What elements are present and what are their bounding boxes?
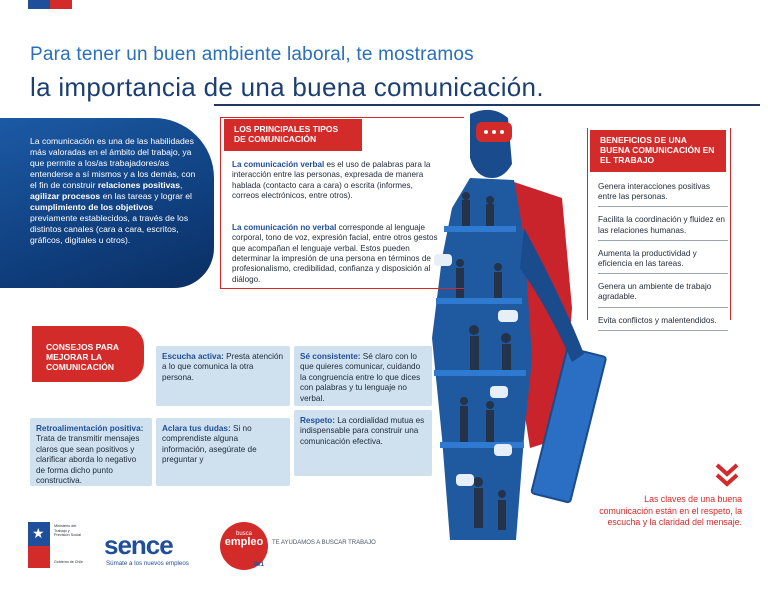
beneficio-item: Evita conflictos y malentendidos. <box>598 316 728 331</box>
speech-bubble-icon <box>476 122 512 142</box>
top-flag-red <box>50 0 72 9</box>
buscaempleo-tagline: TE AYUDAMOS A BUSCAR TRABAJO <box>272 540 376 546</box>
tip-label: Retroalimentación positiva: <box>36 424 144 433</box>
tip-card-consistente <box>294 346 432 406</box>
page-title-line2: la importancia de una buena comunicación. <box>30 72 544 102</box>
star-icon: ★ <box>32 525 45 541</box>
tip-label: Escucha activa: <box>162 352 224 361</box>
consejos-heading: CONSEJOS PARA MEJORAR LA COMUNICACIÓN <box>32 326 144 382</box>
tip-text: Trata de transmitir mensajes claros que sean positivos y clarificar aborda lo negativo de forma dicho punto constructiva. <box>36 434 140 486</box>
intro-panel <box>0 118 214 288</box>
intro-text-1: La comunicación es una de las habilidades más valoradas en el ámbito del trabajo, ya que permite a los/as trabajadores/as entenderse a sí mismos y a los demás, con el fin de construir <box>30 136 196 190</box>
noverbal-text: corresponde al lenguaje corporal, tono de voz, expresión facial, entre otros gestos que acompañan el lenguaje verbal. Estos pueden determinar la impresión de una persona en términos de profesionalismo, credibilidad, confianza y disposición al diálogo. <box>232 223 438 284</box>
verbal-paragraph <box>232 160 440 201</box>
be-big: empleo <box>224 536 264 548</box>
be-small: busca <box>235 531 252 537</box>
title-divider <box>214 104 760 106</box>
tipos-content <box>232 160 440 307</box>
beneficios-heading: BENEFICIOS DE UNA BUENA COMUNICACIÓN EN EL TRABAJO <box>590 130 726 172</box>
verbal-label: La comunicación verbal <box>232 160 325 169</box>
sence-logo: sence <box>104 530 173 560</box>
tip-text: La cordialidad mutua es indispensable para construir una comunicación efectiva. <box>300 416 425 446</box>
tipos-heading: LOS PRINCIPALES TIPOS DE COMUNICACIÓN <box>224 119 362 151</box>
double-chevron-down-icon <box>713 462 741 488</box>
beneficios-list <box>598 182 728 339</box>
intro-text-3: en las tareas y lograr el <box>100 191 192 201</box>
noverbal-label: La comunicación no verbal <box>232 223 337 233</box>
sence-tagline: Súmate a los nuevos empleos <box>106 560 189 567</box>
tip-text: Sé claro con lo que quieres comunicar, cuidando la congruencia entre lo que dices con palabras y tu lenguaje no verbal. <box>300 352 421 403</box>
verbal-text: es el uso de palabras para la interacción entre las personas, expresada de manera hablada (contacto cara a cara) o escrita (informes, correos electrónicos, entre otros). <box>232 160 431 200</box>
claves-text: Las claves de una buena comunicación están en el respeto, la escucha y la claridad del mensaje. <box>599 494 742 527</box>
tip-label: Aclara tus dudas: <box>162 424 231 433</box>
top-flag-blue <box>28 0 50 9</box>
tip-text: Si no comprendiste alguna información, asegúrate de preguntar y <box>162 424 257 465</box>
beneficio-item: Genera interacciones positivas entre las personas. <box>598 182 728 207</box>
buscaempleo-mini: 0x1 <box>254 562 265 568</box>
tip-text: Presta atención a lo que comunica la otra persona. <box>162 352 284 382</box>
intro-bold-3: cumplimiento de los objetivos <box>30 202 154 212</box>
tip-card-escucha <box>156 346 290 406</box>
beneficio-item: Facilita la coordinación y fluidez en las relaciones humanas. <box>598 215 728 240</box>
intro-text-2: , <box>180 180 183 190</box>
beneficio-item: Aumenta la productividad y eficiencia en las tareas. <box>598 249 728 274</box>
gobierno-logo <box>28 522 82 568</box>
tip-card-aclara <box>156 418 290 486</box>
intro-text-4: previamente establecidos, a través de los distintos canales (cara a cara, escritos, gráficos, digitales u otros). <box>30 213 189 245</box>
noverbal-paragraph <box>232 223 440 285</box>
tip-label: Respeto: <box>300 416 336 425</box>
gob-text: Ministerio del Trabajo y Previsión Social <box>54 524 82 538</box>
beneficio-item: Genera un ambiente de trabajo agradable. <box>598 282 728 307</box>
tip-card-retro <box>30 418 152 486</box>
intro-bold-1: relaciones positivas <box>97 180 180 190</box>
page-title-line1: Para tener un buen ambiente laboral, te mostramos <box>30 44 474 65</box>
intro-bold-2: agilizar procesos <box>30 191 101 201</box>
gob-sub: Gobierno de Chile <box>54 560 83 564</box>
tip-label: Sé consistente: <box>300 352 361 361</box>
tip-card-respeto <box>294 410 432 476</box>
